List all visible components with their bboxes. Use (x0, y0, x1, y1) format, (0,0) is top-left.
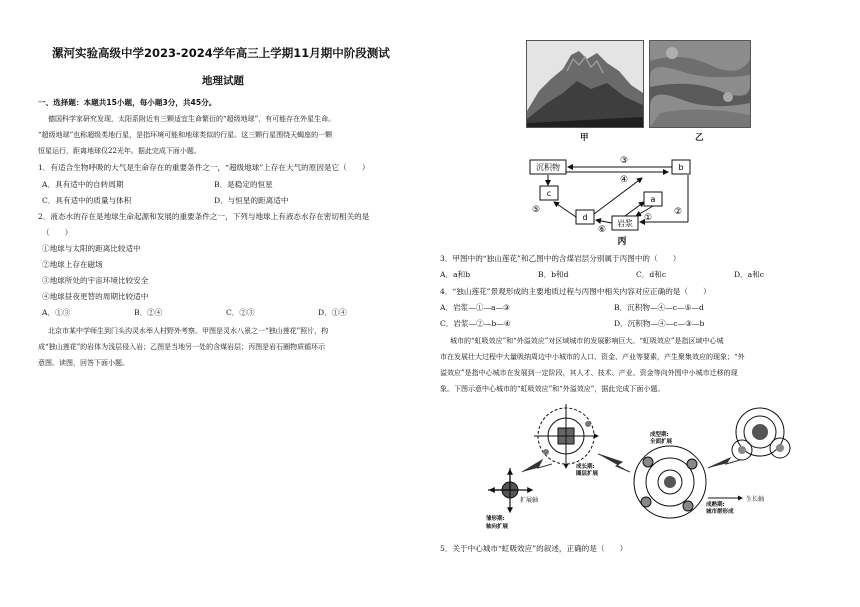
page-title: 漯河实验高级中学2023-2024学年高三上学期11月期中阶段测试 (52, 46, 390, 60)
q1-option-a: A．具有适中的自转周期 (42, 180, 124, 189)
mountain-photo (527, 41, 643, 127)
section-heading: 一、选择题：本题共15小题，每小题3分，共45分。 (38, 98, 217, 107)
q2-item-2: ②地球上存在磁场 (42, 260, 103, 269)
q3-stem: 3．甲图中的“独山莲花”和乙图中的含煤岩层分别属于丙图中的（ ） (440, 254, 681, 263)
photo-yi (649, 40, 751, 128)
stage-axis-label: 生长轴 (746, 496, 765, 503)
num-4: ④ (619, 175, 629, 185)
city-effect-diagram (480, 402, 810, 538)
q3-option-c: C．d和c (636, 270, 667, 279)
stage3-label: 成型期: (650, 432, 669, 438)
q5-stem: 5．关于中心城市“虹吸效应”的叙述，正确的是（ ） (440, 544, 628, 553)
stage2-label-b: 圈层扩展 (576, 471, 599, 477)
stage1-axis-label: 扩展轴 (520, 497, 539, 504)
q1-option-d: D．与恒星的距离适中 (214, 196, 289, 205)
q2-stem-tail: （ ） (42, 228, 73, 237)
arrow-2-3 (598, 454, 630, 472)
q4-option-d: D．沉积物—④—c—③—b (614, 319, 705, 328)
photo-jia (526, 40, 644, 128)
passage1-line2: “超级地球”也称超级类地行星，是指环境可能和地球类似的行星。这三颗行星围绕天蝎座的一颗 (38, 131, 333, 139)
q2-option-a: A．①③ (42, 308, 71, 317)
passage1-line3: 恒星运行，距离地球仅22光年。据此完成下面小题。 (38, 147, 201, 155)
label-magma: 岩浆 (617, 219, 633, 228)
q2-option-c: C．②③ (226, 308, 255, 317)
passage3-line4: 象。下图示意中心城市的“虹吸效应”和“外溢效应”，据此完成下面小题。 (440, 385, 665, 393)
num-1: ① (643, 213, 653, 223)
passage1-line1: 德国科学家研究发现，太阳系附近有三颗适宜生命繁衍的“超级地球”，有可能存在外星生命。 (48, 115, 336, 123)
num-3: ③ (619, 156, 629, 166)
q4-stem: 4．“独山莲花”景观形成的主要地质过程与丙图中相关内容对应正确的是（ ） (440, 287, 711, 296)
q1-option-c: C．具有适中的质量与体积 (42, 196, 132, 205)
arrow-1-2 (522, 460, 552, 472)
q2-item-1: ①地球与太阳的距离比较适中 (42, 244, 141, 253)
q2-item-4: ④地球昼夜更替的周期比较适中 (42, 292, 149, 301)
passage2-line2: 成“独山莲花”的岩体为浅层侵入岩；乙图是当地另一处的含煤岩层；丙图是岩石圈物质循环示 (38, 343, 326, 351)
photo-jia-label: 甲 (580, 133, 589, 143)
rock-cycle-diagram (528, 148, 708, 248)
coal-layer-photo (650, 41, 750, 127)
stage3-label-b: 全面扩展 (650, 439, 673, 445)
q4-option-c: C．岩浆—②—b—④ (440, 319, 511, 328)
label-a: a (650, 195, 656, 204)
q4-option-b: B．沉积物—④—c—⑤—d (614, 303, 704, 312)
stage3-cluster (634, 446, 706, 518)
q1-option-b: B．是稳定的恒星 (214, 180, 273, 189)
q2-option-d: D．①④ (318, 308, 347, 317)
num-2: ② (673, 207, 683, 217)
stage4-label: 成熟期: (706, 502, 725, 508)
passage3-line1: 城市的“虹吸效应”和“外溢效应”对区域城市的发展影响巨大。“虹吸效应”是指区域中心城 (450, 337, 724, 345)
page-subtitle: 地理试题 (202, 75, 244, 87)
num-6: ⑥ (597, 225, 607, 235)
stage1-label-b: 轴向扩展 (486, 524, 509, 530)
label-b: b (678, 163, 684, 172)
passage3-line3: 溢效应”是指中心城市在发展到一定阶段，其人才、技术、产业、资金等向外围中小城市迁移的现 (440, 369, 738, 377)
stage1-cluster (485, 468, 538, 530)
arrow-3-4 (708, 458, 740, 468)
stage4-label-b: 城市群形成 (706, 509, 734, 515)
passage2-line1: 北京市某中学师生到门头沟灵水举人村野外考察。甲图是灵水八景之一“独山莲花”照片，构 (48, 327, 329, 335)
passage2-line3: 意图。读图，回答下面小题。 (38, 359, 129, 367)
label-d: d (582, 213, 588, 222)
q2-option-b: B．②④ (134, 308, 163, 317)
photo-yi-label: 乙 (695, 133, 704, 143)
q3-option-a: A．a和b (440, 270, 471, 279)
q3-option-d: D．a和c (734, 270, 765, 279)
num-5: ⑤ (531, 205, 541, 215)
stage4-cluster (732, 408, 790, 460)
q3-option-b: B．b和d (538, 270, 569, 279)
q4-option-a: A．岩浆—①—a—③ (440, 303, 510, 312)
stage1-label: 雏形期: (486, 516, 505, 522)
label-sediment: 沉积物 (536, 163, 560, 172)
label-c: c (546, 189, 552, 198)
q1-stem: 1．有适合生物呼吸的大气是生命存在的重要条件之一，“超级地球”上存在大气的原因是它（ ） (38, 163, 370, 172)
cycle-caption: 丙 (617, 237, 627, 247)
q2-stem: 2．液态水的存在是地球生命起源和发展的重要条件之一，下列与地球上有液态水存在密切相关的是 (38, 212, 370, 221)
q2-item-3: ③地球所处的宇宙环境比较安全 (42, 276, 149, 285)
passage3-line2: 市在发展壮大过程中大量吸纳周边中小城市的人口、资金、产业等要素，产生聚集效应的现象；“外 (440, 353, 745, 361)
stage2-label: 成长期: (576, 464, 595, 470)
